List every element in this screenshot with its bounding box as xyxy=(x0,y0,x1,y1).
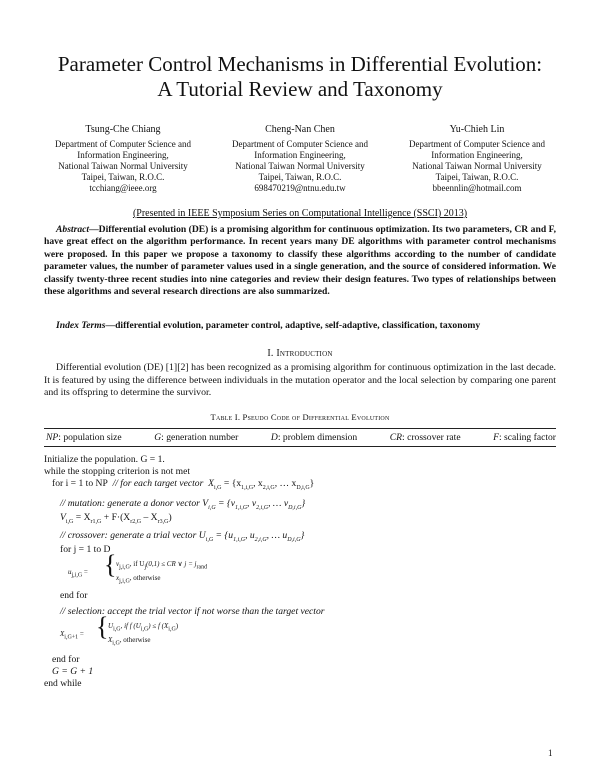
eq-symbol: = xyxy=(82,568,88,576)
title-line-1: Parameter Control Mechanisms in Differential Evolution: xyxy=(57,52,543,76)
code-fragment: ) xyxy=(168,512,172,523)
author-city: Taipei, Taiwan, R.O.C. xyxy=(435,172,519,182)
x-equation-case-1 xyxy=(108,620,178,632)
author-dept-line-2: Information Engineering, xyxy=(431,150,523,160)
code-subscript: 1,i,G xyxy=(233,536,246,543)
code-line: for j = 1 to D xyxy=(60,544,111,555)
author-dept-line-2: Information Engineering, xyxy=(77,150,169,160)
x-equation-lhs xyxy=(60,628,84,640)
table-caption: Table I. Pseudo Code of Differential Evolution xyxy=(210,412,390,422)
code-line: G = G + 1 xyxy=(52,666,94,677)
eq-fragment: , otherwise xyxy=(129,574,161,582)
eq-subscript: i,G xyxy=(113,626,121,633)
eq-subscript: i,G xyxy=(140,626,149,633)
param-symbol: F xyxy=(493,432,499,443)
code-fragment: for i = 1 to NP xyxy=(52,478,108,489)
param-symbol: NP xyxy=(46,432,59,443)
code-comment: // crossover: generate a trial vector U xyxy=(60,530,206,541)
author-block xyxy=(38,124,562,194)
param-symbol: CR xyxy=(389,432,402,443)
code-subscript: r2,G xyxy=(130,518,142,525)
eq-subscript: rand xyxy=(196,564,208,571)
author-dept-line-1: Department of Computer Science and xyxy=(409,139,545,149)
section-heading: I. Introduction xyxy=(267,348,333,359)
code-fragment: , … x xyxy=(274,478,297,489)
code-fragment: } xyxy=(300,530,305,541)
eq-symbol: U xyxy=(108,622,114,630)
code-subscript: 2,i,G xyxy=(254,536,267,543)
index-terms xyxy=(44,320,556,332)
author-email: tcchiang@ieee.org xyxy=(89,183,157,193)
eq-subscript: i,G xyxy=(168,626,176,633)
eq-subscript: j xyxy=(144,564,147,571)
code-fragment: } xyxy=(301,498,306,509)
author-2 xyxy=(215,124,385,194)
code-subscript: r1,G xyxy=(90,518,102,525)
u-equation-lhs xyxy=(68,566,88,578)
author-city: Taipei, Taiwan, R.O.C. xyxy=(258,172,342,182)
code-fragment: } xyxy=(309,478,315,489)
u-equation-case-2 xyxy=(116,572,161,584)
code-subscript: i,G xyxy=(214,484,222,491)
paper-title xyxy=(40,52,560,102)
left-brace: { xyxy=(104,550,117,579)
code-fragment: – X xyxy=(141,512,158,523)
left-brace: { xyxy=(96,612,109,641)
code-line: end while xyxy=(44,678,82,689)
code-line xyxy=(52,478,314,490)
author-city: Taipei, Taiwan, R.O.C. xyxy=(81,172,165,182)
u-equation-case-1 xyxy=(116,558,207,570)
author-dept-line-2: Information Engineering, xyxy=(254,150,346,160)
param-desc: : population size xyxy=(58,432,122,443)
param-symbol: G xyxy=(154,432,162,443)
eq-symbol: u xyxy=(68,568,72,576)
code-subscript: 1,i,G xyxy=(241,484,254,491)
param-desc: : problem dimension xyxy=(277,432,358,443)
author-university: National Taiwan Normal University xyxy=(412,161,542,171)
code-fragment: + F·(X xyxy=(101,512,131,523)
param-item xyxy=(271,432,357,443)
code-fragment: = X xyxy=(73,512,91,523)
eq-fragment: , if U xyxy=(129,560,145,568)
param-symbol: D xyxy=(270,432,278,443)
param-legend xyxy=(46,432,556,443)
code-line: end for xyxy=(52,654,80,665)
code-comment: // for each target vector xyxy=(112,478,204,489)
eq-symbol: X xyxy=(108,636,113,644)
author-dept-line-1: Department of Computer Science and xyxy=(55,139,191,149)
eq-fragment: ) ≤ f (X xyxy=(148,622,169,630)
eq-subscript: j,i,G xyxy=(119,578,130,585)
code-fragment: , u xyxy=(245,530,255,541)
eq-subscript: i,G+1 xyxy=(64,634,79,641)
abstract xyxy=(44,224,556,298)
x-equation-case-2 xyxy=(108,634,151,646)
code-subscript: 2,i,G xyxy=(256,504,269,511)
param-item xyxy=(154,432,238,443)
eq-fragment: (0,1) ≤ CR ∨ j = j xyxy=(146,560,197,568)
eq-fragment: , otherwise xyxy=(119,636,151,644)
author-email: 698470219@ntnu.edu.tw xyxy=(254,183,346,193)
eq-symbol: v xyxy=(116,560,120,568)
param-desc: : generation number xyxy=(161,432,239,443)
code-fragment: = {x xyxy=(221,478,242,489)
code-subscript: 1,i,G xyxy=(235,504,248,511)
param-item xyxy=(493,432,556,443)
author-email: bbeennlin@hotmail.com xyxy=(432,183,522,193)
index-terms-text: —differential evolution, parameter control, adaptive, self-adaptive, classification, taxonomy xyxy=(105,320,481,331)
code-fragment: X xyxy=(208,478,215,489)
code-line xyxy=(60,498,305,510)
page-number: 1 xyxy=(548,748,553,758)
code-subscript: r3,G xyxy=(157,518,169,525)
author-1 xyxy=(38,124,208,194)
code-subscript: 2,i,G xyxy=(262,484,275,491)
abstract-text: Differential evolution (DE) is a promising algorithm for continuous optimization. Its two parameters, CR and F, have great effect on the algorithm performance. In recent years many DE algorithms with parameter control mechanisms were proposed. In this paper we propose a taxonomy to classify these algorithms according to the number of candidate parameter values, the number of parameter values used in a single generation, and the source of considered information. We classify twenty-three recent studies into nine categories and review their design features. Two types of relationships between these algorithms and several research directions are also summarized. xyxy=(44,224,556,298)
eq-subscript: i,G xyxy=(112,640,120,647)
eq-symbol: x xyxy=(116,574,120,582)
code-line: while the stopping criterion is not met xyxy=(44,466,191,477)
param-desc: : scaling factor xyxy=(498,432,556,443)
eq-symbol: X xyxy=(60,630,65,638)
author-name: Yu-Chieh Lin xyxy=(449,124,505,135)
author-name: Cheng-Nan Chen xyxy=(265,124,335,135)
code-line xyxy=(60,512,172,524)
code-line: Initialize the population. G = 1. xyxy=(44,454,165,465)
code-comment: // mutation: generate a donor vector V xyxy=(60,498,209,509)
eq-subscript: j,i,G xyxy=(71,572,83,579)
code-subscript: D,i,G xyxy=(288,504,302,511)
title-line-2: A Tutorial Review and Taxonomy xyxy=(157,77,443,101)
author-university: National Taiwan Normal University xyxy=(58,161,188,171)
eq-fragment: ) xyxy=(175,622,179,630)
author-university: National Taiwan Normal University xyxy=(235,161,365,171)
eq-fragment: , if f (U xyxy=(120,622,141,630)
code-subscript: D,i,G xyxy=(287,536,301,543)
presented-note: (Presented in IEEE Symposium Series on Computational Intelligence (SSCI) 2013) xyxy=(132,208,468,219)
param-item xyxy=(46,432,122,443)
table-top-rule xyxy=(44,428,556,429)
code-fragment: = {u xyxy=(213,530,234,541)
abstract-dash: — xyxy=(89,224,99,235)
code-line: // selection: accept the trial vector if not worse than the target vector xyxy=(60,606,325,617)
code-fragment: , x xyxy=(253,478,263,489)
author-dept-line-1: Department of Computer Science and xyxy=(232,139,368,149)
abstract-lead: Abstract xyxy=(56,224,90,235)
code-fragment: V xyxy=(60,512,66,523)
code-subscript: i,G xyxy=(65,518,74,525)
eq-symbol: = xyxy=(78,630,84,638)
code-line xyxy=(60,530,304,542)
param-item xyxy=(390,432,461,443)
param-desc: : crossover rate xyxy=(402,432,461,443)
code-subscript: i,G xyxy=(205,536,214,543)
code-fragment: = {v xyxy=(215,498,236,509)
eq-subscript: j,i,G xyxy=(119,564,130,571)
code-line: end for xyxy=(60,590,88,601)
author-3 xyxy=(392,124,562,194)
code-subscript: i,G xyxy=(208,504,216,511)
code-fragment: , v xyxy=(247,498,257,509)
table-header-rule xyxy=(44,446,556,447)
index-terms-lead: Index Terms xyxy=(56,320,106,331)
code-fragment: , … u xyxy=(266,530,288,541)
code-subscript: D,i,G xyxy=(296,484,310,491)
author-name: Tsung-Che Chiang xyxy=(85,124,161,135)
intro-paragraph: Differential evolution (DE) [1][2] has been recognized as a promising algorithm for continuous optimization in the last decade. It is featured by using the difference between individuals in the mutation operator and the local selection by comparing one parent and its offspring to determine the survivor. xyxy=(44,362,556,399)
code-fragment: , … v xyxy=(268,498,289,509)
